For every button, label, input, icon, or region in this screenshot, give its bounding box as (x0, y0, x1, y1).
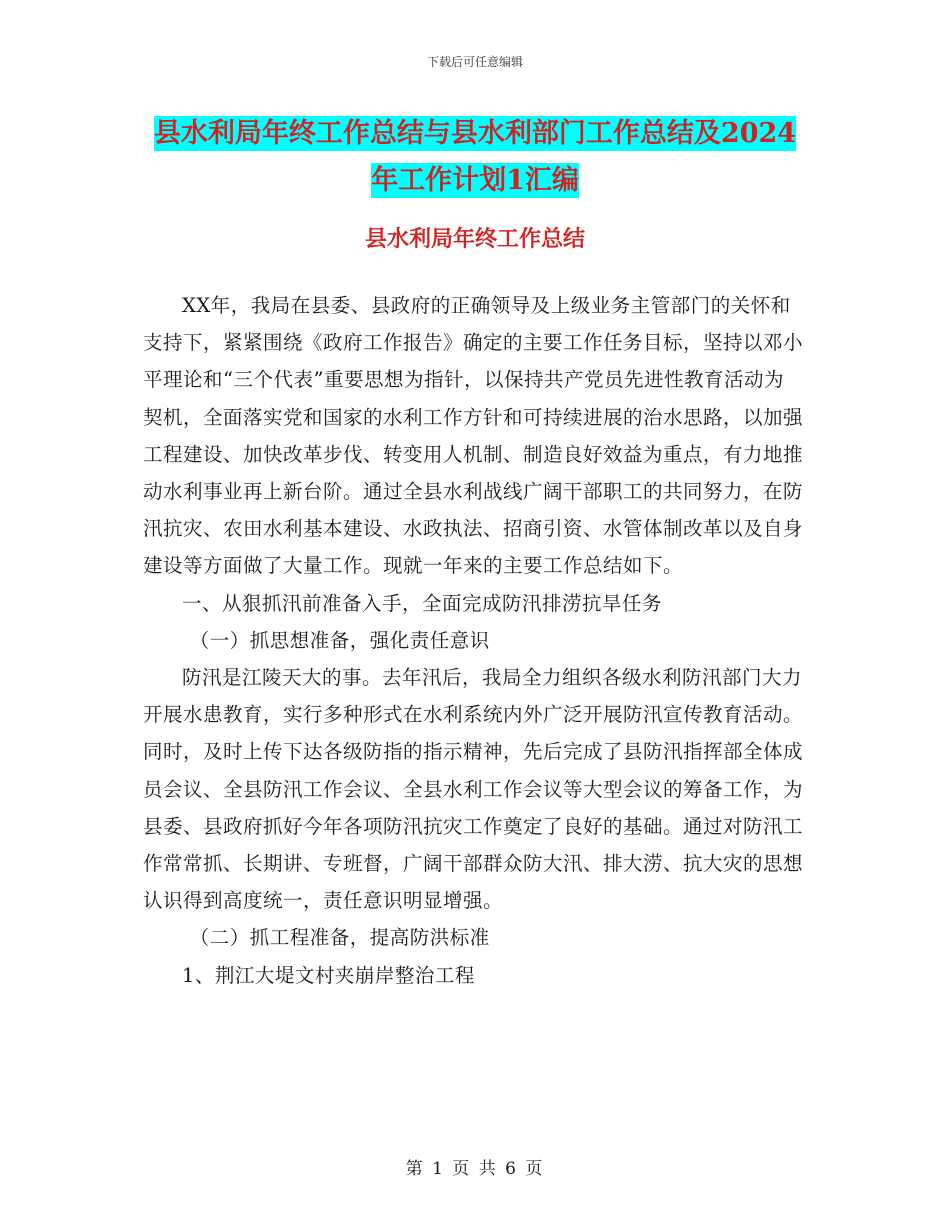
page-header-note: 下载后可任意编辑 (426, 55, 523, 69)
heading-level-2: （一）抓思想准备，强化责任意识 (189, 628, 490, 652)
paragraph-flood-prep: 防汛是江陵天大的事。去年汛后，我局全力组织各级水利防汛部门大力开展水患教育，实行多种形式在水利系统内外广泛开展防汛宣传教育活动。同时，及时上传下达各级防指的指示精神，先后完成了县防汛指挥部全体成员会议、全县防汛工作会议、全县水利工作会议等大型会议的筹备工作，为县委、县政府抓好今年各项防汛抗灾工作奠定了良好的基础。通过对防汛工作常常抓、长期讲、专班督，广阔干部群众防大汛、排大涝、抗大灾的思想认识得到高度统一，责任意识明显增强。 (143, 666, 804, 913)
page-footer-number: 第 1 页 共 6 页 (405, 1159, 545, 1179)
heading-level-3: 1、荆江大堤文村夹崩岸整治工程 (182, 963, 475, 987)
document-title (0, 110, 950, 204)
title-line-2: 年工作计划1汇编 (371, 165, 579, 196)
paragraph-intro: XX年，我局在县委、县政府的正确领导及上级业务主管部门的关怀和支持下，紧紧围绕《政府工作报告》确定的主要工作任务目标，坚持以邓小平理论和“三个代表”重要思想为指针，以保持共产党员先进性教育活动为契机，全面落实党和国家的水利工作方针和可持续进展的治水思路，以加强工程建设、加快改革步伐、转变用人机制、制造良好效益为重点，有力地推动水利事业再上新台阶。通过全县水利战线广阔干部职工的共同努力，在防汛抗灾、农田水利基本建设、水政执法、招商引资、水管体制改革以及自身建设等方面做了大量工作。现就一年来的主要工作总结如下。 (143, 294, 804, 578)
section-title: 县水利局年终工作总结 (364, 226, 585, 252)
title-line-1: 县水利局年终工作总结与县水利部门工作总结及2024 (153, 118, 797, 149)
document-body (143, 287, 803, 994)
heading-level-2: （二）抓工程准备，提高防洪标准 (189, 926, 490, 950)
heading-level-1: 一、从狠抓汛前准备入手，全面完成防汛排涝抗旱任务 (182, 591, 663, 615)
